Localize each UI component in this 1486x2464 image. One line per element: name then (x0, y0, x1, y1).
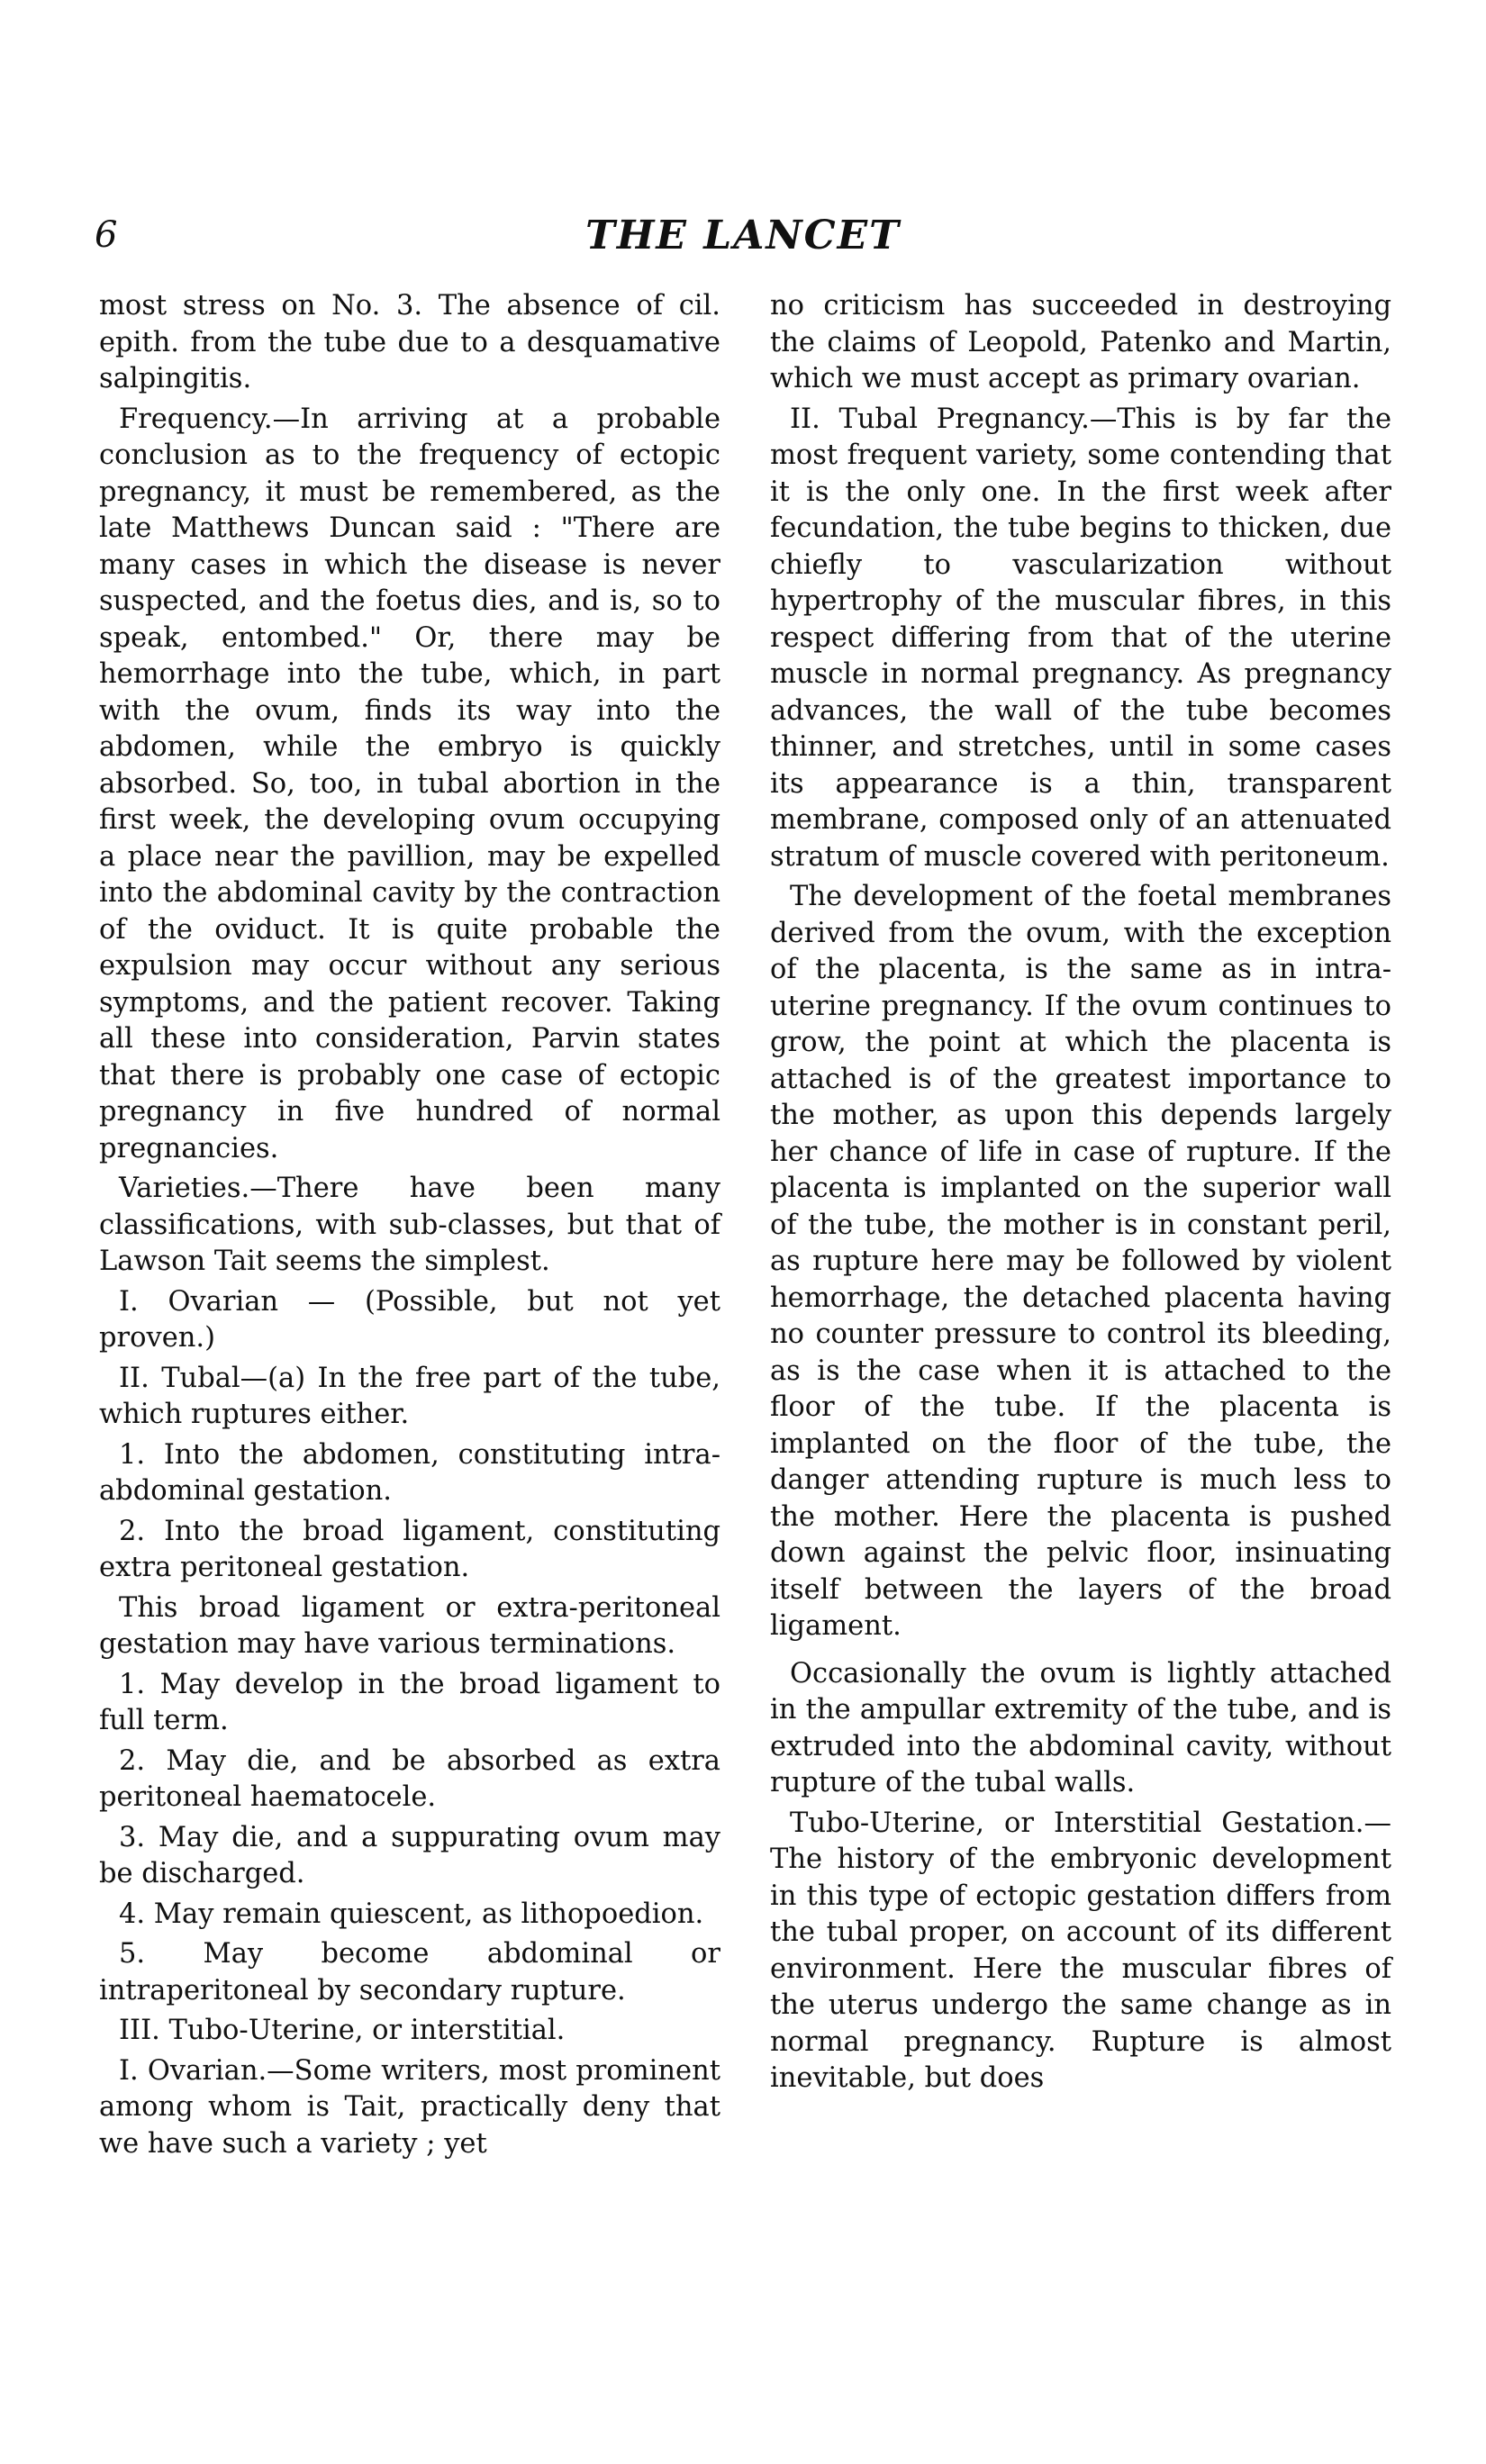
paragraph: Tubo-Uterine, or Interstitial Gestation.—The history of the embryonic development in this type of ectopic gestation differs from the tubal proper, on account of its different environment. Here the muscular fibres of the uterus undergo the same change as in normal pregnancy. Rupture is almost inevitable, but does (770, 1807, 1391, 2094)
paragraph: 2. May die, and be absorbed as extra peritoneal haematocele. (99, 1744, 720, 1813)
page-number: 6 (95, 214, 118, 256)
paragraph: The development of the foetal membranes derived from the ovum, with the exception of the placenta, is the same as in intra-uterine pregnancy. If the ovum continues to grow, the point at which the placenta is attached is of the greatest importance to the mother, as upon this depends largely her chance of life in case of rupture. If the placenta is implanted on the superior wall of the tube, the mother is in constant peril, as rupture here may be followed by violent hemorrhage, the detached placenta having no counter pressure to control its bleeding, as is the case when it is attached to the floor of the tube. If the placenta is implanted on the floor of the tube, the danger attending rupture is much less to the mother. Here the placenta is pushed down against the pelvic floor, insinuating itself between the layers of the broad ligament. (770, 881, 1391, 1642)
paragraph: Varieties.—There have been many classifications, with sub-classes, but that of Lawson Tait seems the simplest. (99, 1173, 720, 1277)
paragraph: 5. May become abdominal or intraperitoneal by secondary rupture. (99, 1938, 720, 2007)
right-column (770, 288, 1391, 2101)
paragraph: III. Tubo-Uterine, or interstitial. (119, 2015, 566, 2046)
paragraph: Occasionally the ovum is lightly attached in the ampullar extremity of the tube, and is extruded into the abdominal cavity, without rupture of the tubal walls. (770, 1657, 1391, 1798)
paragraph: most stress on No. 3. The absence of cil. epith. from the tube due to a desquamative salpingitis. (99, 290, 720, 394)
paragraph: II. Tubal—(a) In the free part of the tube, which ruptures either. (99, 1362, 720, 1430)
paragraph: 2. Into the broad ligament, constituting extra peritoneal gestation. (99, 1515, 720, 1583)
paragraph: 1. May develop in the broad ligament to full term. (99, 1668, 720, 1736)
left-column (99, 288, 720, 2166)
running-head: THE LANCET (585, 213, 901, 258)
paragraph: II. Tubal Pregnancy.—This is by far the most frequent variety, some contending that it is the only one. In the first week after fecundation, the tube begins to thicken, due chiefly to vascularization without hypertrophy of the muscular fibres, in this respect differing from that of the uterine muscle in normal pregnancy. As pregnancy advances, the wall of the tube becomes thinner, and stretches, until in some cases its appearance is a thin, transparent membrane, composed only of an attenuated stratum of muscle covered with peritoneum. (770, 403, 1391, 873)
paragraph: 3. May die, and a suppurating ovum may be discharged. (99, 1821, 720, 1889)
paragraph: 1. Into the abdomen, constituting intra-abdominal gestation. (99, 1438, 720, 1507)
paragraph: no criticism has succeeded in destroying the claims of Leopold, Patenko and Martin, which we must accept as primary ovarian. (770, 290, 1391, 394)
paragraph: Frequency.—In arriving at a probable conclusion as to the frequency of ectopic pregnancy, it must be remembered, as the late Matthews Duncan said : "There are many cases in which the disease is never suspected, and the foetus dies, and is, so to speak, entombed." Or, there may be hemorrhage into the tube, which, in part with the ovum, finds its way into the abdomen, while the embryo is quickly absorbed. So, too, in tubal abortion in the first week, the developing ovum occupying a place near the pavillion, may be expelled into the abdominal cavity by the contraction of the oviduct. It is quite probable the expulsion may occur without any serious symptoms, and the patient recover. Taking all these into consideration, Parvin states that there is probably one case of ectopic pregnancy in five hundred of normal pregnancies. (99, 403, 720, 1164)
paragraph: I. Ovarian.—Some writers, most prominent among whom is Tait, practically deny that we have such a variety ; yet (99, 2054, 720, 2160)
paragraph: 4. May remain quiescent, as lithopoedion. (119, 1898, 704, 1930)
paragraph: This broad ligament or extra-peritoneal gestation may have various terminations. (99, 1591, 720, 1660)
paragraph: I. Ovarian — (Possible, but not yet proven.) (99, 1285, 720, 1354)
